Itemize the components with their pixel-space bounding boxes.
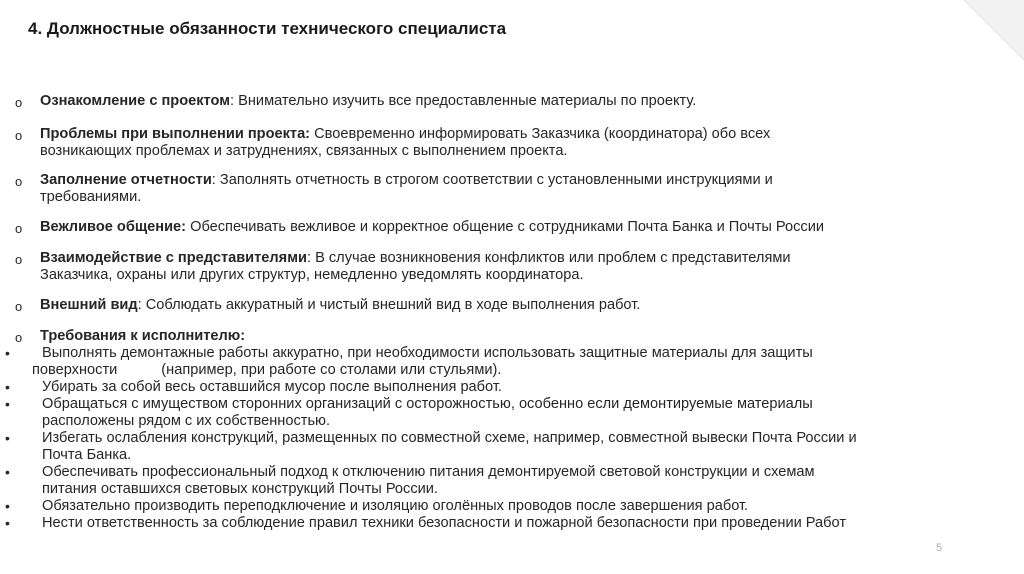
bullet-text-continued: питания оставшихся световых конструкций Почты России.	[42, 481, 438, 497]
bullet-text-continued: расположены рядом с их собственностью.	[42, 413, 331, 429]
circle-bullet-icon: o	[15, 252, 23, 267]
bullet-icon: •	[5, 430, 10, 446]
circle-bullet-icon: o	[15, 221, 23, 236]
bullet-text-continued: поверхности	[32, 362, 118, 378]
page-corner-decoration	[964, 0, 1024, 60]
circle-bullet-icon: o	[15, 174, 23, 189]
bullet-icon: •	[5, 379, 10, 395]
item-heading: Внешний вид	[40, 297, 138, 313]
bullet-text: Выполнять демонтажные работы аккуратно, при необходимости использовать защитные материалы для защиты	[42, 345, 813, 361]
bullet-text: Обращаться с имуществом сторонних организаций с осторожностью, особенно если демонтируемые материалы	[42, 396, 813, 412]
item-text: : Соблюдать аккуратный и чистый внешний вид в ходе выполнения работ.	[137, 297, 641, 313]
bullet-icon: •	[5, 498, 10, 514]
circle-bullet-icon: o	[15, 128, 23, 143]
slide-title: 4. Должностные обязанности технического специалиста	[28, 19, 507, 38]
bullet-text: Нести ответственность за соблюдение правил техники безопасности и пожарной безопасности при проведении Работ	[42, 515, 847, 531]
item-heading: Вежливое общение:	[40, 219, 187, 235]
item-text: : В случае возникновения конфликтов или проблем с представителями	[306, 250, 791, 266]
item-text-continued: требованиями.	[40, 189, 142, 205]
bullet-text: Обязательно производить переподключение и изоляцию оголённых проводов после завершения работ.	[42, 498, 749, 514]
bullet-text-continued: (например, при работе со столами или стульями).	[161, 362, 502, 378]
item-text: : Внимательно изучить все предоставленные материалы по проекту.	[230, 93, 697, 109]
item-text: Своевременно информировать Заказчика (координатора) обо всех	[310, 126, 771, 142]
item-heading: Заполнение отчетности	[40, 172, 212, 188]
bullet-text-continued: Почта Банка.	[42, 447, 132, 463]
circle-bullet-icon: o	[15, 330, 23, 345]
item-heading: Проблемы при выполнении проекта:	[40, 126, 311, 142]
bullet-text: Избегать ослабления конструкций, размещенных по совместной схеме, например, совместной вывески Почта России и	[42, 430, 857, 446]
page-number: 5	[936, 542, 943, 554]
item-text-continued: Заказчика, охраны или других структур, немедленно уведомлять координатора.	[40, 267, 584, 283]
item-heading: Ознакомление с проектом	[40, 93, 231, 109]
item-heading: Требования к исполнителю:	[40, 328, 246, 344]
item-heading: Взаимодействие с представителями	[40, 250, 307, 266]
circle-bullet-icon: o	[15, 95, 23, 110]
item-text-continued: возникающих проблемах и затруднениях, связанных с выполнением проекта.	[40, 143, 568, 159]
bullet-icon: •	[5, 396, 10, 412]
bullet-icon: •	[5, 345, 10, 361]
bullet-icon: •	[5, 464, 10, 480]
item-text: : Заполнять отчетность в строгом соответствии с установленными инструкциями и	[211, 172, 773, 188]
bullet-text: Убирать за собой весь оставшийся мусор после выполнения работ.	[42, 379, 502, 395]
bullet-text: Обеспечивать профессиональный подход к отключению питания демонтируемой световой конструкции и схемам	[42, 464, 815, 480]
item-text: Обеспечивать вежливое и корректное общение с сотрудниками Почта Банка и Почты России	[186, 219, 825, 235]
bullet-icon: •	[5, 515, 10, 531]
circle-bullet-icon: o	[15, 299, 23, 314]
